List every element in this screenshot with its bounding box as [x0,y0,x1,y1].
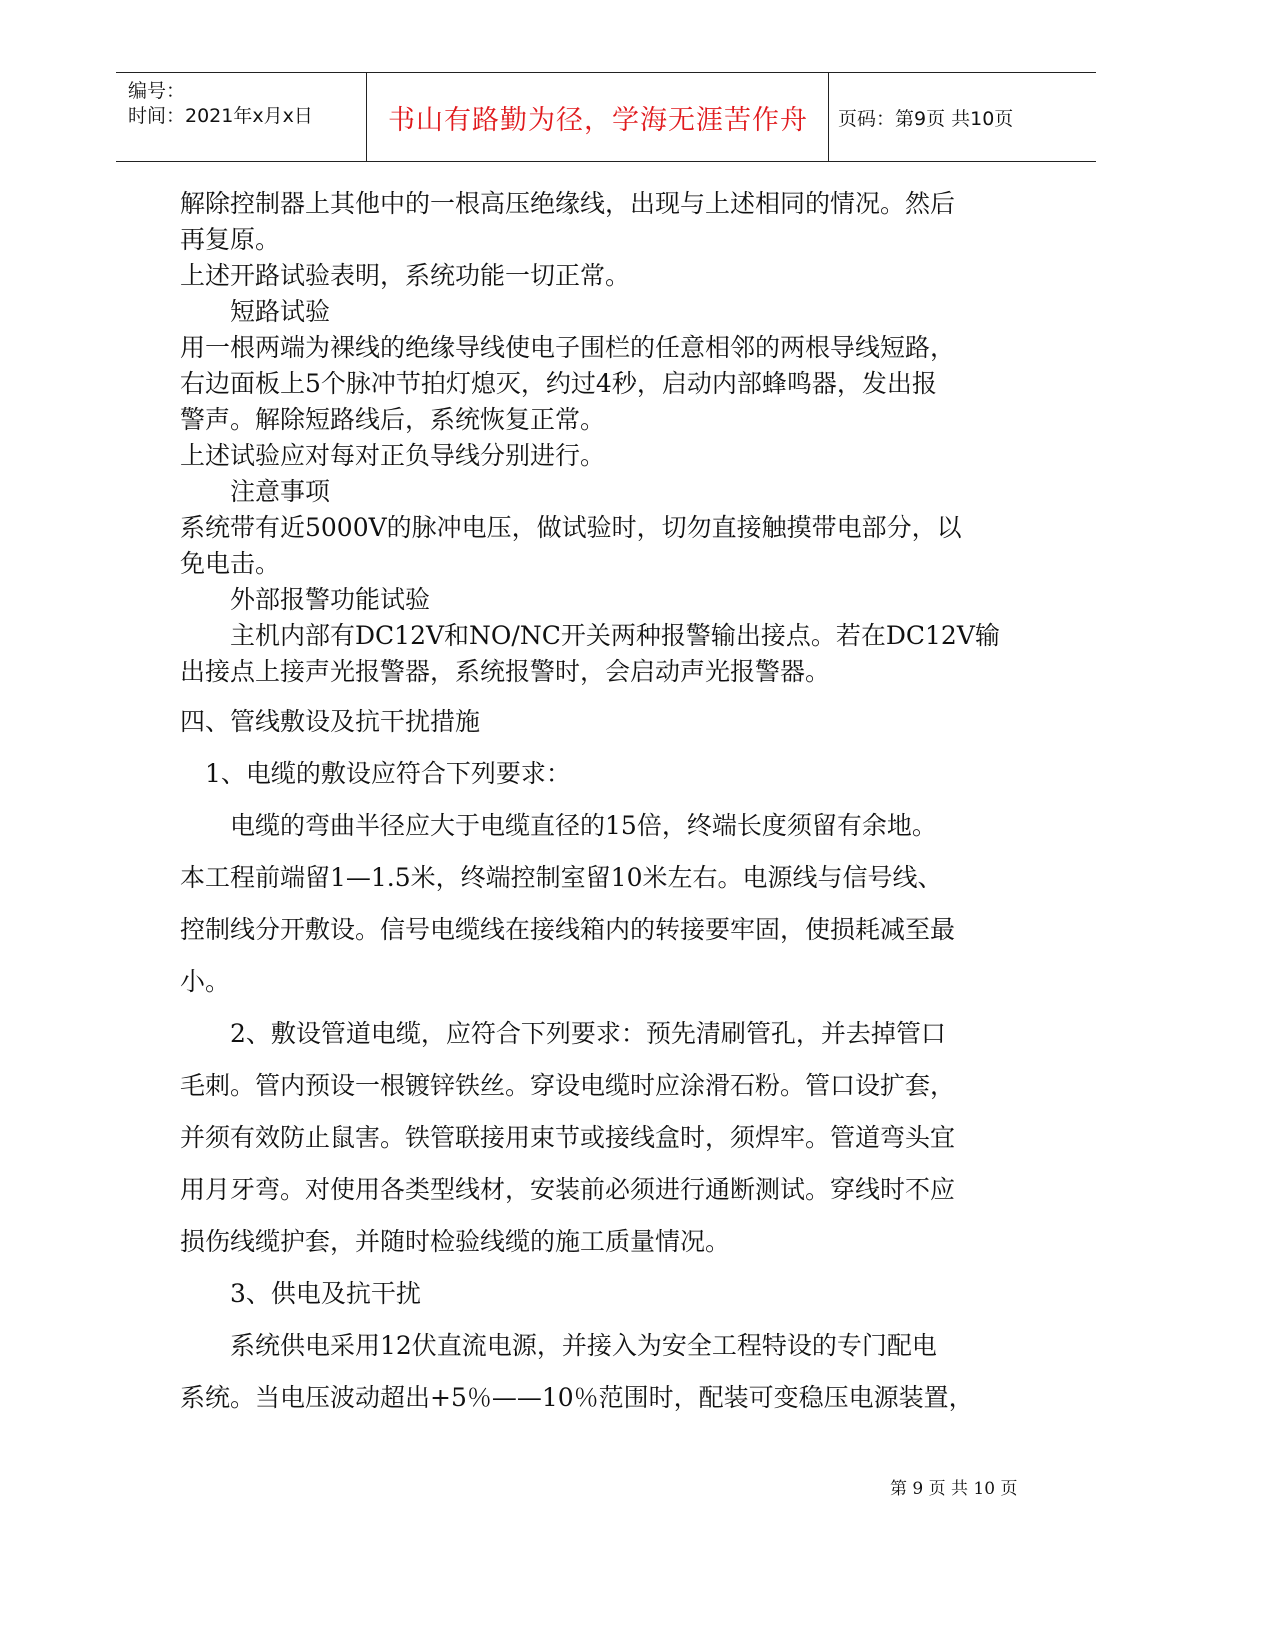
section-heading: 四、管线敷设及抗干扰措施 [180,707,481,736]
item-heading: 1、电缆的敷设应符合下列要求： [180,759,571,788]
document-body [180,186,1060,1424]
text-line: 本工程前端留1—1.5米，终端控制室留10米左右。电源线与信号线、 [180,863,943,892]
header-divider [828,73,829,161]
text-line: 右边面板上5个脉冲节拍灯熄灭，约过4秒，启动内部蜂鸣器，发出报 [180,369,937,398]
text-line: 损伤线缆护套，并随时检验线缆的施工质量情况。 [180,1227,731,1256]
text-line: 警声。解除短路线后，系统恢复正常。 [180,405,606,434]
text-line: 系统供电采用12伏直流电源，并接入为安全工程特设的专门配电 [180,1331,937,1360]
subheading-external-alarm-test: 外部报警功能试验 [180,585,431,614]
subheading-precautions: 注意事项 [180,477,331,506]
document-number-label: 编号： [128,80,186,102]
page-header [116,72,1096,162]
text-line: 主机内部有DC12V和NO/NC开关两种报警输出接点。若在DC12V输 [180,621,1000,650]
header-motto: 书山有路勤为径，学海无涯苦作舟 [388,104,808,136]
text-line: 系统带有近5000V的脉冲电压，做试验时，切勿直接触摸带电部分，以 [180,513,962,542]
document-date-label: 时间：2021年x月x日 [128,105,313,127]
text-line: 上述试验应对每对正负导线分别进行。 [180,441,606,470]
text-line: 免电击。 [180,549,281,578]
subheading-short-circuit-test: 短路试验 [180,297,331,326]
text-line: 用月牙弯。对使用各类型线材，安装前必须进行通断测试。穿线时不应 [180,1175,956,1204]
text-line: 解除控制器上其他中的一根高压绝缘线，出现与上述相同的情况。然后 [180,189,956,218]
text-line: 电缆的弯曲半径应大于电缆直径的15倍，终端长度须留有余地。 [180,811,937,840]
text-line: 小。 [180,967,231,996]
page-footer: 第 9 页 共 10 页 [890,1479,1018,1499]
text-line: 控制线分开敷设。信号电缆线在接线箱内的转接要牢固，使损耗减至最 [180,915,956,944]
text-line: 毛刺。管内预设一根镀锌铁丝。穿设电缆时应涂滑石粉。管口设扩套， [180,1071,956,1100]
text-line: 出接点上接声光报警器，系统报警时，会启动声光报警器。 [180,657,831,686]
text-line: 2、敷设管道电缆，应符合下列要求：预先清刷管孔，并去掉管口 [180,1019,946,1048]
text-line: 并须有效防止鼠害。铁管联接用束节或接线盒时，须焊牢。管道弯头宜 [180,1123,956,1152]
test-procedures [180,186,1060,690]
header-page-number: 页码：第9页 共10页 [838,107,1014,130]
text-line: 系统。当电压波动超出+5％——10％范围时，配装可变稳压电源装置， [180,1383,974,1412]
header-divider [366,73,367,161]
item-heading: 3、供电及抗干扰 [180,1279,421,1308]
text-line: 上述开路试验表明，系统功能一切正常。 [180,261,631,290]
header-meta [128,79,368,129]
section-four [180,696,1060,1424]
text-line: 再复原。 [180,225,281,254]
text-line: 用一根两端为裸线的绝缘导线使电子围栏的任意相邻的两根导线短路， [180,333,956,362]
